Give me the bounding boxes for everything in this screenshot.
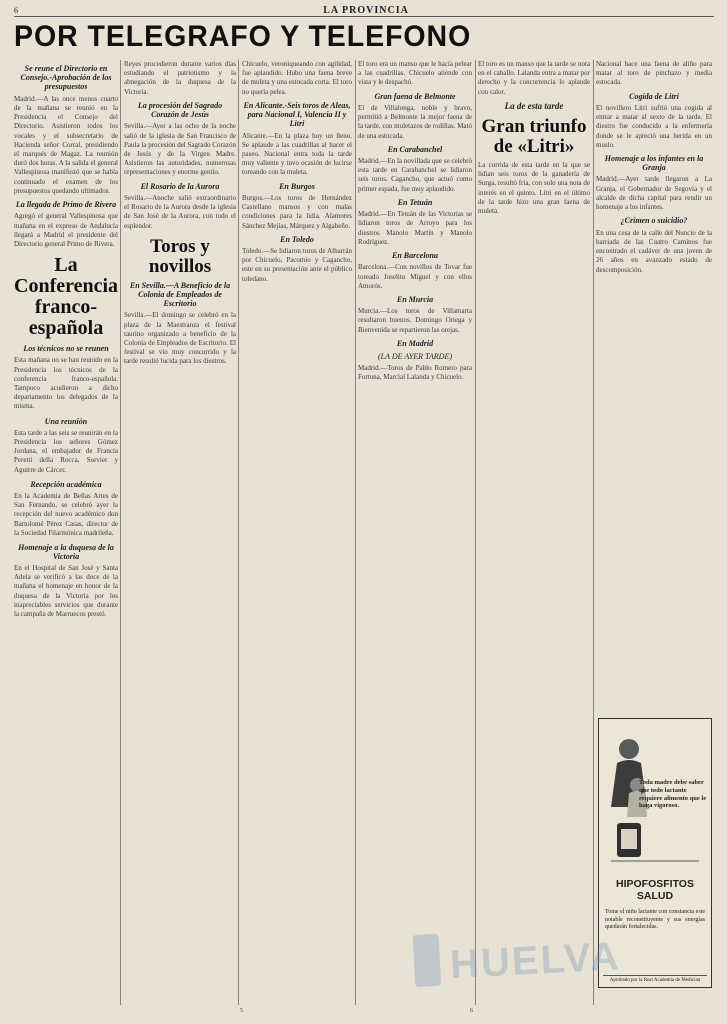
article-body: Sevilla.—Anoche salió extraordinario el Rosario de la Aurora desde la iglesia de San José de la Aurora, con todo el esplendor. (124, 193, 236, 230)
archive-watermark (418, 905, 622, 1014)
article-body: Madrid.—A las once menos cuarto de la mañana se reunió en la Presidencia el Consejo del Directorio. Asistieron todos los vocales y el subsecretario de Hacienda señor Corral, presidiendo el marqués de Magaz. La reunión duró dos horas. A la salida el general Vallespinosa manifestó que se había continuado el examen de los presupuestos quedando ultimados. (14, 94, 118, 195)
article-body: Sevilla.—Ayer a las ocho de la noche salió de la iglesia de San Francisco de Paula la procesión del Sagrado Corazón de Jesús y de la Virgen Madre. Asistieron las autoridades, numerosas representaciones y enorme gentío. (124, 122, 236, 177)
article-body: Alicante.—En la plaza hoy un lleno. Se aplaude a las cuadrillas al hacer el paseo. Nacional entra toda la tarde muy valiente y tuvo ocasión de lucirse toreando con la muleta. (242, 131, 352, 177)
article-body: El toro es un manso que la tarde se nota en el caballo. Lalanda entra a matar por derecho y la concurrencia lo aplaude con calor. (478, 60, 590, 96)
column-rule (120, 60, 121, 1005)
article-body: La corrida de esta tarde en la que se lidian seis toros de la ganadería de Surga, resultó fría, con solo una nota de interés en el quinto. Litri en el último de la tarde hizo una gran faena de muleta. (478, 160, 590, 215)
ad-tagline: Toda madre debe saber que todo lactante requiere alimento que le haga vigoroso. (639, 779, 707, 810)
section-headline: Toros y novillos (148, 235, 212, 277)
column-6 (596, 60, 712, 712)
masthead-page-left: 6 (14, 5, 18, 15)
article-body: Madrid.—En la novillada que se celebró esta tarde en Carabanchel se lidiaron seis toros. Cagancho, que actuó como primer espada, fue muy aplaudido. (358, 157, 472, 193)
column-rule (593, 60, 594, 1005)
article-title: En Alicante.-Seis toros de Aleas, para Nacional I, Valencia II y Litri (243, 100, 351, 129)
article-title: En Madrid (396, 338, 434, 348)
main-headline: POR TELEGRAFO Y TELEFONO (14, 20, 472, 53)
article-title: En Tetuán (397, 197, 433, 207)
article-title: En Sevilla.—A Beneficio de la Colonia de Empleados de Escritorio (129, 280, 231, 309)
article-title: Homenaje a los infantes en la Granja (604, 154, 704, 173)
article-title: En Barcelona (391, 251, 438, 261)
article-body: Burgos.—Los toros de Hernández Castellano mansos y con malas condiciones para la lidia. Alamores Sánchez Mejías, Márquez y Algabeño. (242, 193, 352, 230)
column-4 (358, 60, 472, 1004)
article-body: Agregó el general Vallespinosa que mañana en el expreso de Andalucía llegará a Madrid el presidente del Directorio general Primo de Rivera. (14, 212, 118, 249)
watermark-text: HUELVA (449, 934, 622, 988)
article-title: En Carabanchel (387, 144, 443, 154)
article-body: El toro era un manso que le hacía pelear a las cuadrillas. Chicuelo atiende con vista y le despachó. (358, 60, 472, 87)
article-title: En Murcia (396, 294, 434, 304)
article-body: Murcia.—Los toros de Villamarta resultaron buenos. Domingo Ortega y Bienvenida se repartieron las orejas. (358, 307, 472, 334)
article-body: Esta tarde a las seis se reunirán en la Presidencia los señores Gómez Jordana, el embajador de Francia Peretti della Rocca, Sorvier y Aguirre de Cárcer. (14, 428, 118, 474)
column-2 (124, 60, 236, 1004)
article-title: Recepción académica (30, 479, 102, 489)
article-body: Nacional hace una faena de aliño para matar al toro de pinchazo y media estocada. (596, 60, 712, 87)
ad-product-line-1: HIPOFOSFITOS (616, 878, 694, 890)
article-body: Madrid.—Ayer tarde llegaron a La Granja, el Gobernador de Segovia y el alcalde de dicha capital para rendir un homenaje a los infantes. (596, 175, 712, 212)
article-body: El de Villalonga, noble y bravo, permitió a Belmonte la mejor faena de la tarde, con muletazos de rodillas. Mató de una estocada. (358, 103, 472, 140)
masthead (14, 4, 714, 17)
section-headline: Gran triunfo de «Litri» (481, 115, 587, 157)
article-body: Toledo.—Se lidiaron toros de Albarrán por Chicuelo, Pacomio y Cagancho, este en su presentación ante el público toledano. (242, 246, 352, 283)
column-rule (238, 60, 239, 1005)
section-headline: La Conferencia franco-española (14, 254, 118, 340)
section-tag: La de esta tarde (504, 100, 564, 111)
column-5 (478, 60, 590, 1004)
article-body: El novillero Litri sufrió una cogida al entrar a matar al sexto de la tarde. El diestro fue conducido a la enfermería donde se le apreció una herida en un muslo. (596, 103, 712, 149)
article-body: Chicuelo, veroniqueando con agilidad, fue aplaudido. Hubo una faena breve de muleta y una estocada corta. El toro no quería pelea. (242, 60, 352, 96)
article-body: Madrid.—Toros de Pablo Romero para Fortuna, Marcial Lalanda y Chicuelo. (358, 364, 472, 382)
article-title: En Burgos (279, 181, 315, 191)
article-title: La procesión del Sagrado Corazón de Jesús (137, 100, 223, 120)
ad-product-line-2: SALUD (636, 889, 674, 902)
article-body: Sevilla.—El domingo se celebró en la plaza de la Maestranza el festival taurino organizado a beneficio de la Colonia de Empleados de Escritorio. El festival se vio muy concurrido y la tarde resultó lucida para los diestros. (124, 311, 236, 366)
article-body: En la Academia de Bellas Artes de San Fernando, se celebró ayer la recepción del nuevo académico don Bartolomé Pérez Casas, director de la Sociedad Filarmónica madrileña. (14, 491, 118, 537)
ad-copy: Tome el niño lactante con constancia este notable reconstituyente y sus energías quedarán fortalecidas. (605, 909, 705, 930)
ad-footer: Aprobado por la Real Academia de Medicina (603, 975, 707, 983)
article-body: Madrid.—En Tetuán de las Victorias se lidiaron toros de Arroyo para los diestros Manolo Martín y Manolo Rodríguez. (358, 210, 472, 246)
article-title: Se reune el Directorio en Consejo.-Aprobación de los presupuestos (20, 64, 112, 92)
column-1 (14, 60, 118, 1004)
article-title: La llegada de Primo de Rivera (15, 200, 117, 210)
article-title: Homenaje a la duquesa de la Victoria (18, 543, 114, 562)
page-number-right: 6 (470, 1008, 473, 1014)
article-title: En Toledo (280, 234, 314, 244)
article-title: ¿Crimen o suicidio? (620, 216, 688, 226)
article-title: Gran faena de Belmonte (374, 91, 456, 101)
article-body: Esta mañana no se han reunido en la Presidencia los técnicos de la conferencia franco-española. Tampoco acudieron a dicho departamento los delegados de la misma. (14, 356, 118, 411)
archive-logo-icon (410, 930, 443, 991)
article-body: En el Hospital de San José y Santa Adela se verificó a las doce de la mañana el homenaje en honor de la duquesa de la Victoria por los inapreciables servicios que durante la campaña de Marruecos prestó. (14, 564, 118, 619)
masthead-title: LA PROVINCIA (323, 4, 409, 16)
column-rule (355, 60, 356, 1005)
ad-product-name (599, 879, 711, 902)
article-title: Los técnicos no se reunen (23, 344, 109, 354)
article-body: Reyes procedieron durante varios días estudiando el patriotismo y la abnegación de la duquesa de la Victoria. (124, 60, 236, 96)
article-body: En una cesa de la calle del Nuncio de la barriada de las Cuatro Caminos fue encontrado el cadáver de una joven de 26 años en avanzado estado de descomposición. (596, 228, 712, 274)
article-title: Cogida de Litri (629, 91, 679, 101)
page-number-left: 5 (240, 1008, 243, 1014)
article-subtitle: (LA DE AYER TARDE) (378, 352, 452, 362)
column-rule (475, 60, 476, 1005)
column-3 (242, 60, 352, 1004)
article-body: Barcelona.—Con novillos de Tovar fue toreado Joselito Miguel y con ellos Amorós. (358, 263, 472, 290)
article-title: Una reunión (44, 416, 88, 426)
article-title: El Rosario de la Aurora (140, 181, 220, 191)
